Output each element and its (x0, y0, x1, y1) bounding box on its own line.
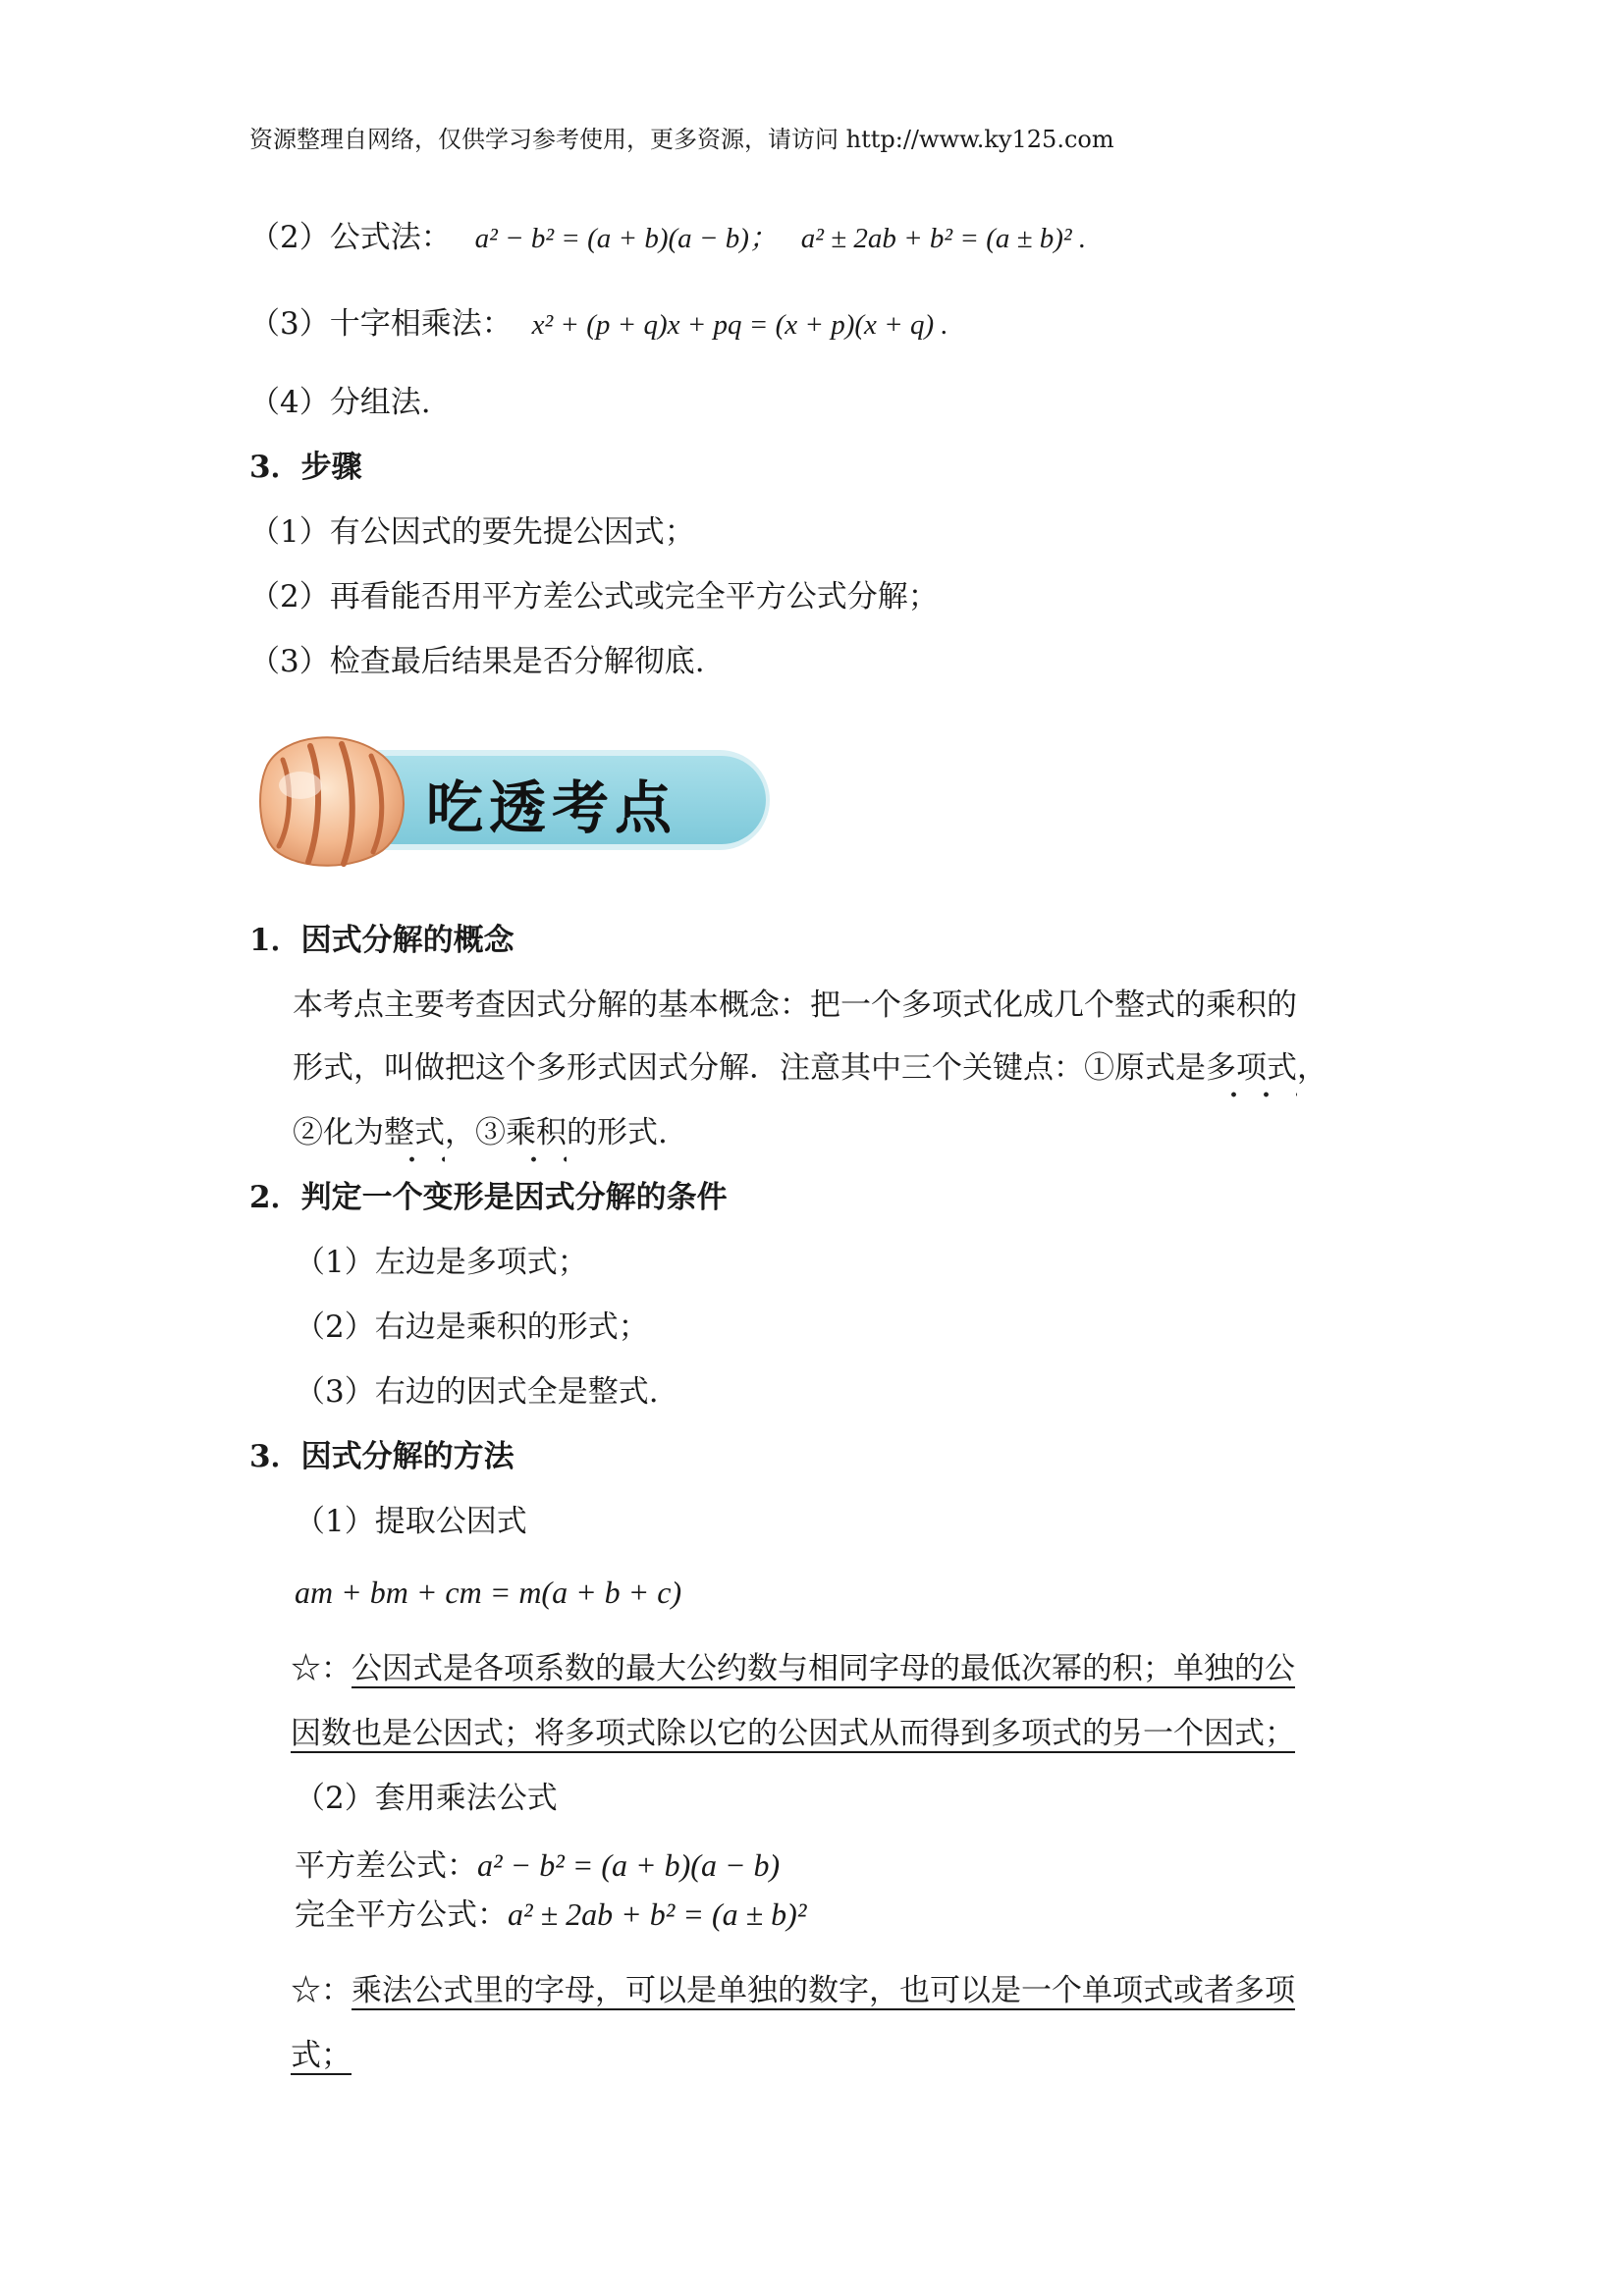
point1-line3-a: ②化为 (293, 1115, 384, 1150)
cross-method-line (249, 304, 948, 345)
point1-line2-pre: 形式，叫做把这个多形式因式分解．注意其中三个关键点：①原式是 (293, 1050, 1206, 1086)
note1-text: 因数也是公因式；将多项式除以它的公因式从而得到多项式的另一个因式； (291, 1716, 1295, 1751)
cross-method-expression: x² + (p + q)x + pq = (x + p)(x + q) . (531, 309, 948, 341)
note2-line (291, 2036, 352, 2075)
steps-heading: 3．步骤 (249, 450, 362, 485)
group-method-line: （4）分组法. (249, 385, 431, 420)
perfect-square-line (295, 1895, 806, 1935)
step-item: （3）检查最后结果是否分解彻底. (249, 644, 705, 679)
condition-item: （1）左边是多项式； (295, 1245, 588, 1280)
common-factor-expression: am + bm + cm = m(a + b + c) (295, 1575, 682, 1610)
formula-expression-2: a² ± 2ab + b² = (a ± b)² . (800, 223, 1087, 254)
point1-text-line: 本考点主要考查因式分解的基本概念：把一个多项式化成几个整式的乘积的 (293, 988, 1297, 1023)
header-note: 资源整理自网络，仅供学习参考使用，更多资源，请访问 http://www.ky125.com (249, 126, 1114, 153)
formula-method-label: （2）公式法： (249, 220, 452, 255)
note1-line (291, 1714, 1295, 1753)
point1-line3-b: ，③ (445, 1115, 506, 1150)
point3-heading: 3．因式分解的方法 (249, 1439, 514, 1474)
method-subheading: （2）套用乘法公式 (295, 1781, 558, 1816)
star-icon: ☆： (291, 1973, 352, 2008)
point1-heading: 1．因式分解的概念 (249, 923, 514, 958)
square-difference-label: 平方差公式： (295, 1848, 477, 1884)
step-item: （1）有公因式的要先提公因式； (249, 514, 695, 550)
perfect-square-label: 完全平方公式： (295, 1897, 508, 1933)
emphasis-integral: 整式 (384, 1115, 445, 1150)
point1-text-line (293, 1048, 1327, 1088)
note2-line (291, 1971, 1295, 2010)
note1-text: 公因式是各项系数的最大公约数与相同字母的最低次幂的积；单独的公 (352, 1651, 1295, 1686)
point1-text-line (293, 1113, 668, 1152)
note2-text: 式； (291, 2038, 352, 2073)
note1-line (291, 1649, 1295, 1688)
point1-line3-c: 的形式. (567, 1115, 668, 1150)
banner-title: 吃透考点 (426, 774, 678, 841)
emphasis-product: 乘积 (506, 1115, 567, 1150)
step-item: （2）再看能否用平方差公式或完全平方公式分解； (249, 579, 939, 614)
square-difference-line (295, 1845, 780, 1886)
condition-item: （2）右边是乘积的形式； (295, 1309, 649, 1345)
emphasis-polynomial: 多项式 (1206, 1050, 1297, 1086)
seashell-icon (260, 737, 404, 865)
method-subheading: （1）提取公因式 (295, 1504, 527, 1539)
point2-heading: 2．判定一个变形是因式分解的条件 (249, 1180, 728, 1215)
perfect-square-expression: a² ± 2ab + b² = (a ± b)² (508, 1896, 807, 1932)
formula-expression-1: a² − b² = (a + b)(a − b)； (474, 223, 778, 254)
point1-line2-post: ， (1297, 1050, 1327, 1086)
formula-method-line (249, 218, 1086, 258)
square-difference-expression: a² − b² = (a + b)(a − b) (477, 1847, 781, 1883)
star-icon: ☆： (291, 1651, 352, 1686)
condition-item: （3）右边的因式全是整式. (295, 1374, 659, 1410)
cross-method-label: （3）十字相乘法： (249, 306, 513, 342)
section-banner (253, 726, 774, 874)
note2-text: 乘法公式里的字母，可以是单独的数字，也可以是一个单项式或者多项 (352, 1973, 1295, 2008)
